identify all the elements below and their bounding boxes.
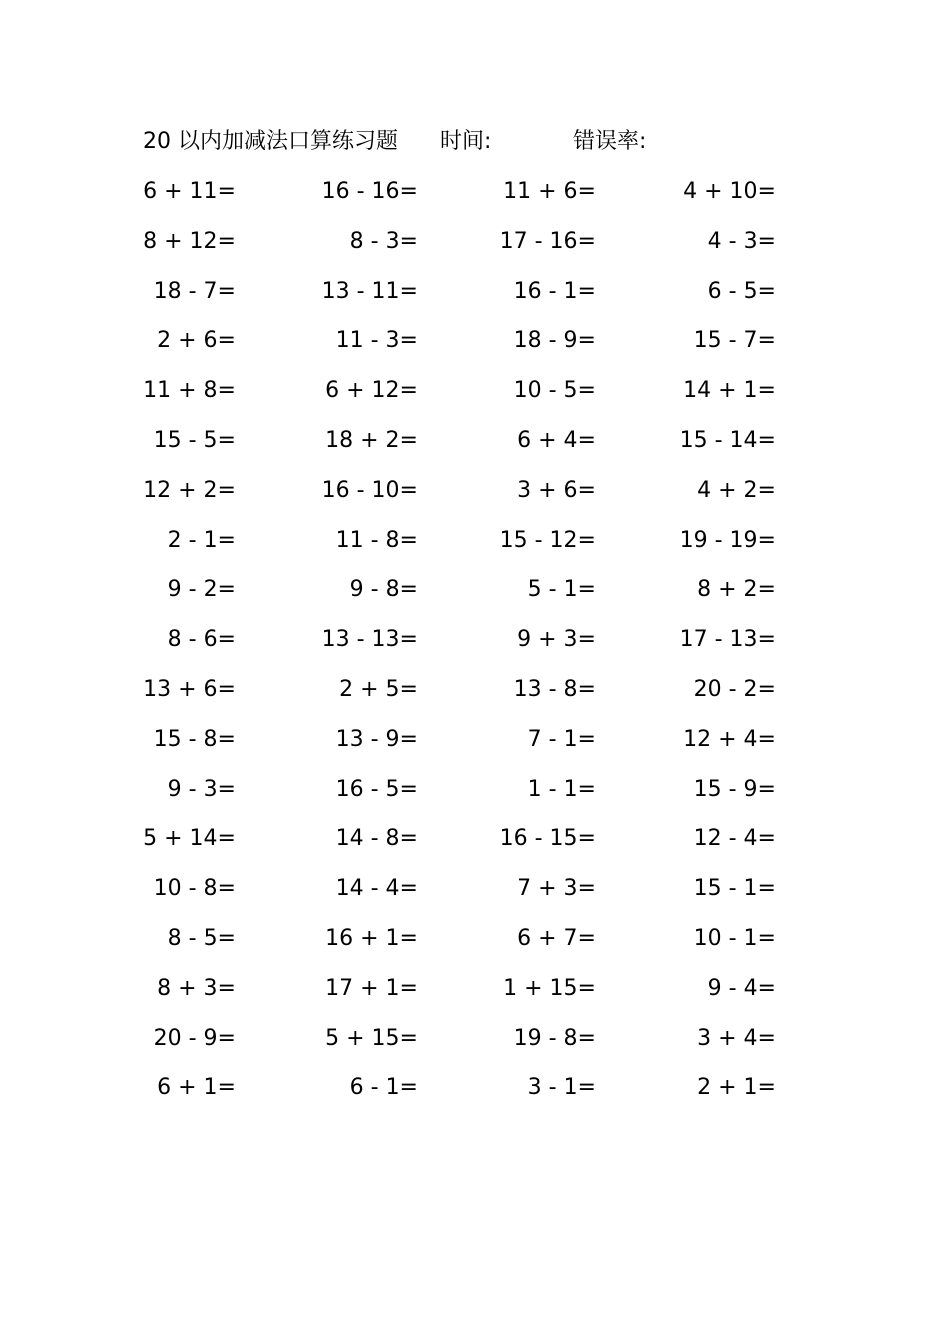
error-rate-label: 错误率: [573, 129, 647, 154]
problem-row [140, 620, 800, 670]
problem-item: 9 - 4= [707, 975, 776, 1001]
problem-item: 15 - 1= [693, 876, 776, 902]
problem-item: 16 - 15= [499, 826, 596, 852]
problem-item: 16 - 10= [321, 477, 418, 503]
problem-item: 11 + 8= [143, 378, 236, 404]
problem-item: 4 - 3= [707, 228, 776, 254]
problem-item: 13 - 8= [513, 676, 596, 702]
problem-item: 8 + 12= [143, 228, 236, 254]
problem-item: 16 + 1= [325, 925, 418, 951]
problem-row [140, 1068, 800, 1118]
worksheet-header [143, 124, 763, 160]
problem-item: 9 - 8= [349, 577, 418, 603]
problem-item: 7 - 1= [527, 726, 596, 752]
problem-item: 1 + 15= [503, 975, 596, 1001]
problem-item: 2 + 6= [157, 328, 236, 354]
problem-item: 13 + 6= [143, 676, 236, 702]
problem-item: 18 - 9= [513, 328, 596, 354]
problem-item: 11 - 3= [335, 328, 418, 354]
problem-item: 13 - 9= [335, 726, 418, 752]
problem-item: 2 + 5= [339, 676, 418, 702]
problem-item: 11 + 6= [503, 179, 596, 204]
problem-item: 15 - 12= [499, 527, 596, 553]
problem-item: 8 + 2= [697, 577, 776, 603]
problem-item: 10 - 8= [153, 876, 236, 902]
problem-item: 15 - 9= [693, 776, 776, 802]
problem-item: 18 + 2= [325, 427, 418, 453]
problem-item: 6 + 1= [157, 1075, 236, 1101]
problem-item: 6 + 11= [143, 179, 236, 204]
problem-item: 3 - 1= [527, 1075, 596, 1101]
problem-grid [140, 172, 800, 1118]
problem-item: 10 - 1= [693, 925, 776, 951]
problem-item: 6 + 12= [325, 378, 418, 404]
problem-row [140, 720, 800, 770]
problem-item: 5 + 14= [143, 826, 236, 852]
problem-item: 12 + 4= [683, 726, 776, 752]
problem-item: 3 + 6= [517, 477, 596, 503]
problem-item: 3 + 4= [697, 1025, 776, 1051]
problem-item: 7 + 3= [517, 876, 596, 902]
problem-item: 9 + 3= [517, 627, 596, 653]
problem-row [140, 471, 800, 521]
problem-item: 6 - 5= [707, 278, 776, 304]
problem-item: 20 - 2= [693, 676, 776, 702]
problem-row [140, 570, 800, 620]
problem-item: 17 - 13= [679, 627, 776, 653]
problem-item: 11 - 8= [335, 527, 418, 553]
problem-item: 9 - 2= [167, 577, 236, 603]
problem-row [140, 421, 800, 471]
problem-item: 1 - 1= [527, 776, 596, 802]
problem-row [140, 1019, 800, 1069]
problem-item: 4 + 10= [683, 179, 776, 204]
problem-item: 5 + 15= [325, 1025, 418, 1051]
time-label: 时间: [440, 129, 492, 154]
problem-item: 10 - 5= [513, 378, 596, 404]
problem-row [140, 521, 800, 571]
problem-item: 16 - 5= [335, 776, 418, 802]
problem-item: 20 - 9= [153, 1025, 236, 1051]
problem-item: 17 + 1= [325, 975, 418, 1001]
worksheet-title: 20 以内加减法口算练习题 [143, 129, 398, 154]
problem-item: 19 - 8= [513, 1025, 596, 1051]
problem-item: 8 - 6= [167, 627, 236, 653]
problem-item: 8 - 5= [167, 925, 236, 951]
problem-item: 15 - 14= [679, 427, 776, 453]
problem-item: 8 + 3= [157, 975, 236, 1001]
problem-row [140, 819, 800, 869]
problem-item: 19 - 19= [679, 527, 776, 553]
problem-item: 6 + 7= [517, 925, 596, 951]
problem-item: 12 + 2= [143, 477, 236, 503]
problem-item: 9 - 3= [167, 776, 236, 802]
problem-row [140, 321, 800, 371]
problem-item: 15 - 5= [153, 427, 236, 453]
problem-item: 16 - 1= [513, 278, 596, 304]
problem-item: 16 - 16= [321, 179, 418, 204]
problem-row [140, 670, 800, 720]
problem-item: 14 - 4= [335, 876, 418, 902]
problem-row [140, 272, 800, 322]
problem-item: 14 + 1= [683, 378, 776, 404]
problem-item: 6 + 4= [517, 427, 596, 453]
problem-item: 13 - 11= [321, 278, 418, 304]
problem-item: 15 - 7= [693, 328, 776, 354]
problem-item: 2 + 1= [697, 1075, 776, 1101]
problem-item: 5 - 1= [527, 577, 596, 603]
problem-item: 15 - 8= [153, 726, 236, 752]
problem-row [140, 869, 800, 919]
problem-row [140, 969, 800, 1019]
problem-row [140, 919, 800, 969]
problem-item: 14 - 8= [335, 826, 418, 852]
problem-row [140, 371, 800, 421]
problem-row [140, 770, 800, 820]
problem-item: 13 - 13= [321, 627, 418, 653]
problem-item: 2 - 1= [167, 527, 236, 553]
problem-item: 12 - 4= [693, 826, 776, 852]
problem-row [140, 222, 800, 272]
problem-item: 6 - 1= [349, 1075, 418, 1101]
problem-item: 8 - 3= [349, 228, 418, 254]
problem-item: 4 + 2= [697, 477, 776, 503]
problem-row [140, 172, 800, 222]
problem-item: 18 - 7= [153, 278, 236, 304]
problem-item: 17 - 16= [499, 228, 596, 254]
